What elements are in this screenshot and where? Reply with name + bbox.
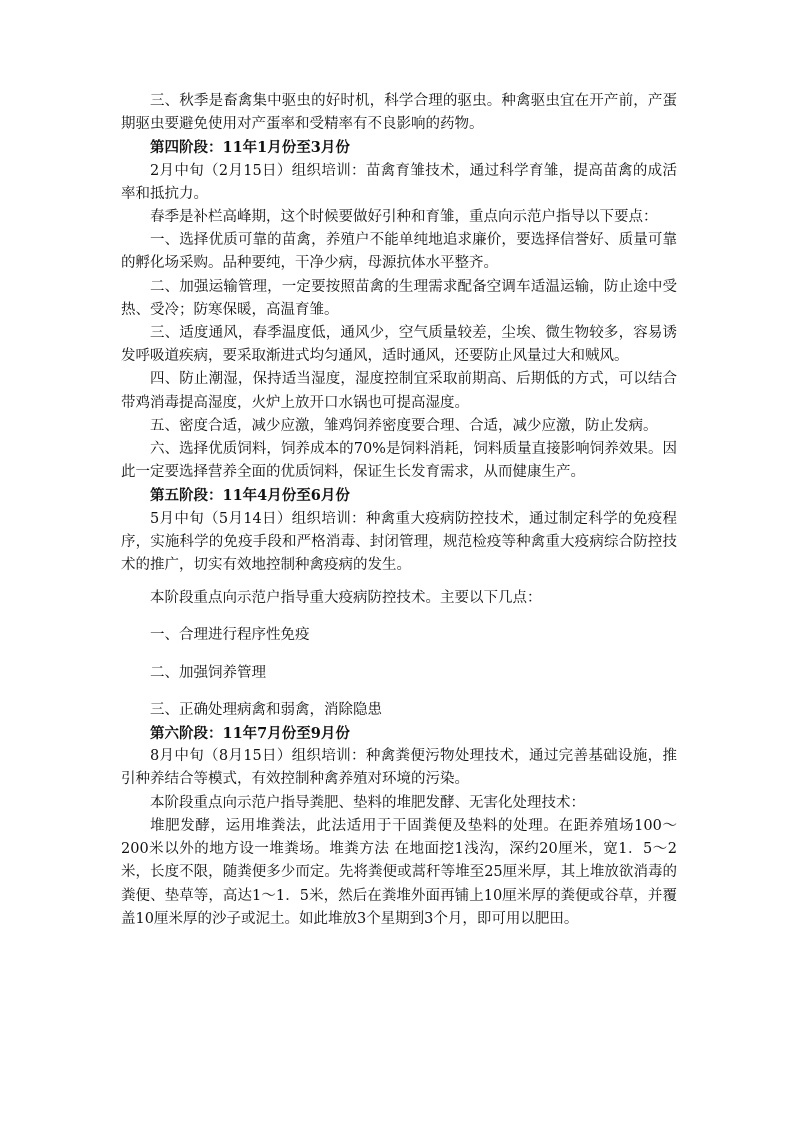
paragraph-immunization: 一、合理进行程序性免疫	[150, 627, 310, 644]
paragraph-sick-birds: 三、正确处理病禽和弱禽，消除隐患	[150, 701, 382, 718]
paragraph-stage-6-intro: 本阶段重点向示范户指导粪肥、垫料的堆肥发酵、无害化处理技术：	[150, 794, 585, 811]
paragraph-point-2: 二、加强运输管理，一定要按照苗禽的生理需求配备空调车适温运输，防止途中受热、受冷；防寒保暖，高温育雏。	[121, 278, 677, 318]
paragraph-spring-intro: 春季是补栏高峰期，这个时候要做好引种和育雏，重点向示范户指导以下要点：	[150, 209, 658, 226]
paragraph-feeding-management: 二、加强饲养管理	[150, 664, 266, 681]
paragraph-point-4: 四、防止潮湿，保持适当湿度，湿度控制宜采取前期高、后期低的方式，可以结合带鸡消毒提高湿度，火炉上放开口水锅也可提高湿度。	[121, 371, 677, 411]
paragraph-point-3: 三、适度通风，春季温度低，通风少，空气质量较差，尘埃、微生物较多，容易诱发呼吸道疾病，要采取渐进式均匀通风，适时通风，还要防止风量过大和贼风。	[121, 325, 677, 365]
heading-stage-4: 第四阶段：11年1月份至3月份	[150, 139, 350, 157]
paragraph-aug-training: 8月中旬（8月15日）组织培训：种禽粪便污物处理技术，通过完善基础设施，推引种养结合等模式，有效控制种禽养殖对环境的污染。	[121, 748, 677, 788]
paragraph-may-training: 5月中旬（5月14日）组织培训：种禽重大疫病防控技术，通过制定科学的免疫程序，实施科学的免疫手段和严格消毒、封闭管理，规范检疫等种禽重大疫病综合防控技术的推广，切实有效地控制种禽疫病的发生。	[121, 510, 677, 574]
heading-stage-6: 第六阶段：11年7月份至9月份	[150, 725, 350, 743]
paragraph-feb-training: 2月中旬（2月15日）组织培训：苗禽育雏技术，通过科学育雏，提高苗禽的成活率和抵抗力。	[121, 162, 677, 202]
paragraph-composting: 堆肥发酵，运用堆粪法，此法适用于干固粪便及垫料的处理。在距养殖场100～200米以外的地方设一堆粪场。堆粪方法 在地面挖1浅沟，深约20厘米，宽1．5～2米，长度不限，随粪便多少而定。先将粪便或蒿秆等堆至25厘米厚，其上堆放欲消毒的粪便、垫草等，高达1～1．5米，然后在粪堆外面再铺上10厘米厚的粪便或谷草，并覆盖10厘米厚的沙子或泥土。如此堆放3个星期到3个月，即可用以肥田。	[121, 817, 677, 927]
paragraph-point-5: 五、密度合适，减少应激，雏鸡饲养密度要合理、合适，减少应激，防止发病。	[150, 417, 658, 434]
paragraph-deworming: 三、秋季是畜禽集中驱虫的好时机，科学合理的驱虫。种禽驱虫宜在开产前，产蛋期驱虫要避免使用对产蛋率和受精率有不良影响的药物。	[121, 93, 677, 133]
paragraph-point-6: 六、选择优质饲料，饲养成本的70%是饲料消耗，饲料质量直接影响饲养效果。因此一定要选择营养全面的优质饲料，保证生长发育需求，从而健康生产。	[121, 441, 677, 481]
paragraph-stage-5-intro: 本阶段重点向示范户指导重大疫病防控技术。主要以下几点：	[150, 590, 542, 607]
heading-stage-5: 第五阶段：11年4月份至6月份	[150, 487, 350, 505]
document-body	[121, 90, 677, 931]
paragraph-point-1: 一、选择优质可靠的苗禽，养殖户不能单纯地追求廉价，要选择信誉好、质量可靠的孵化场采购。品种要纯，干净少病，母源抗体水平整齐。	[121, 232, 677, 272]
